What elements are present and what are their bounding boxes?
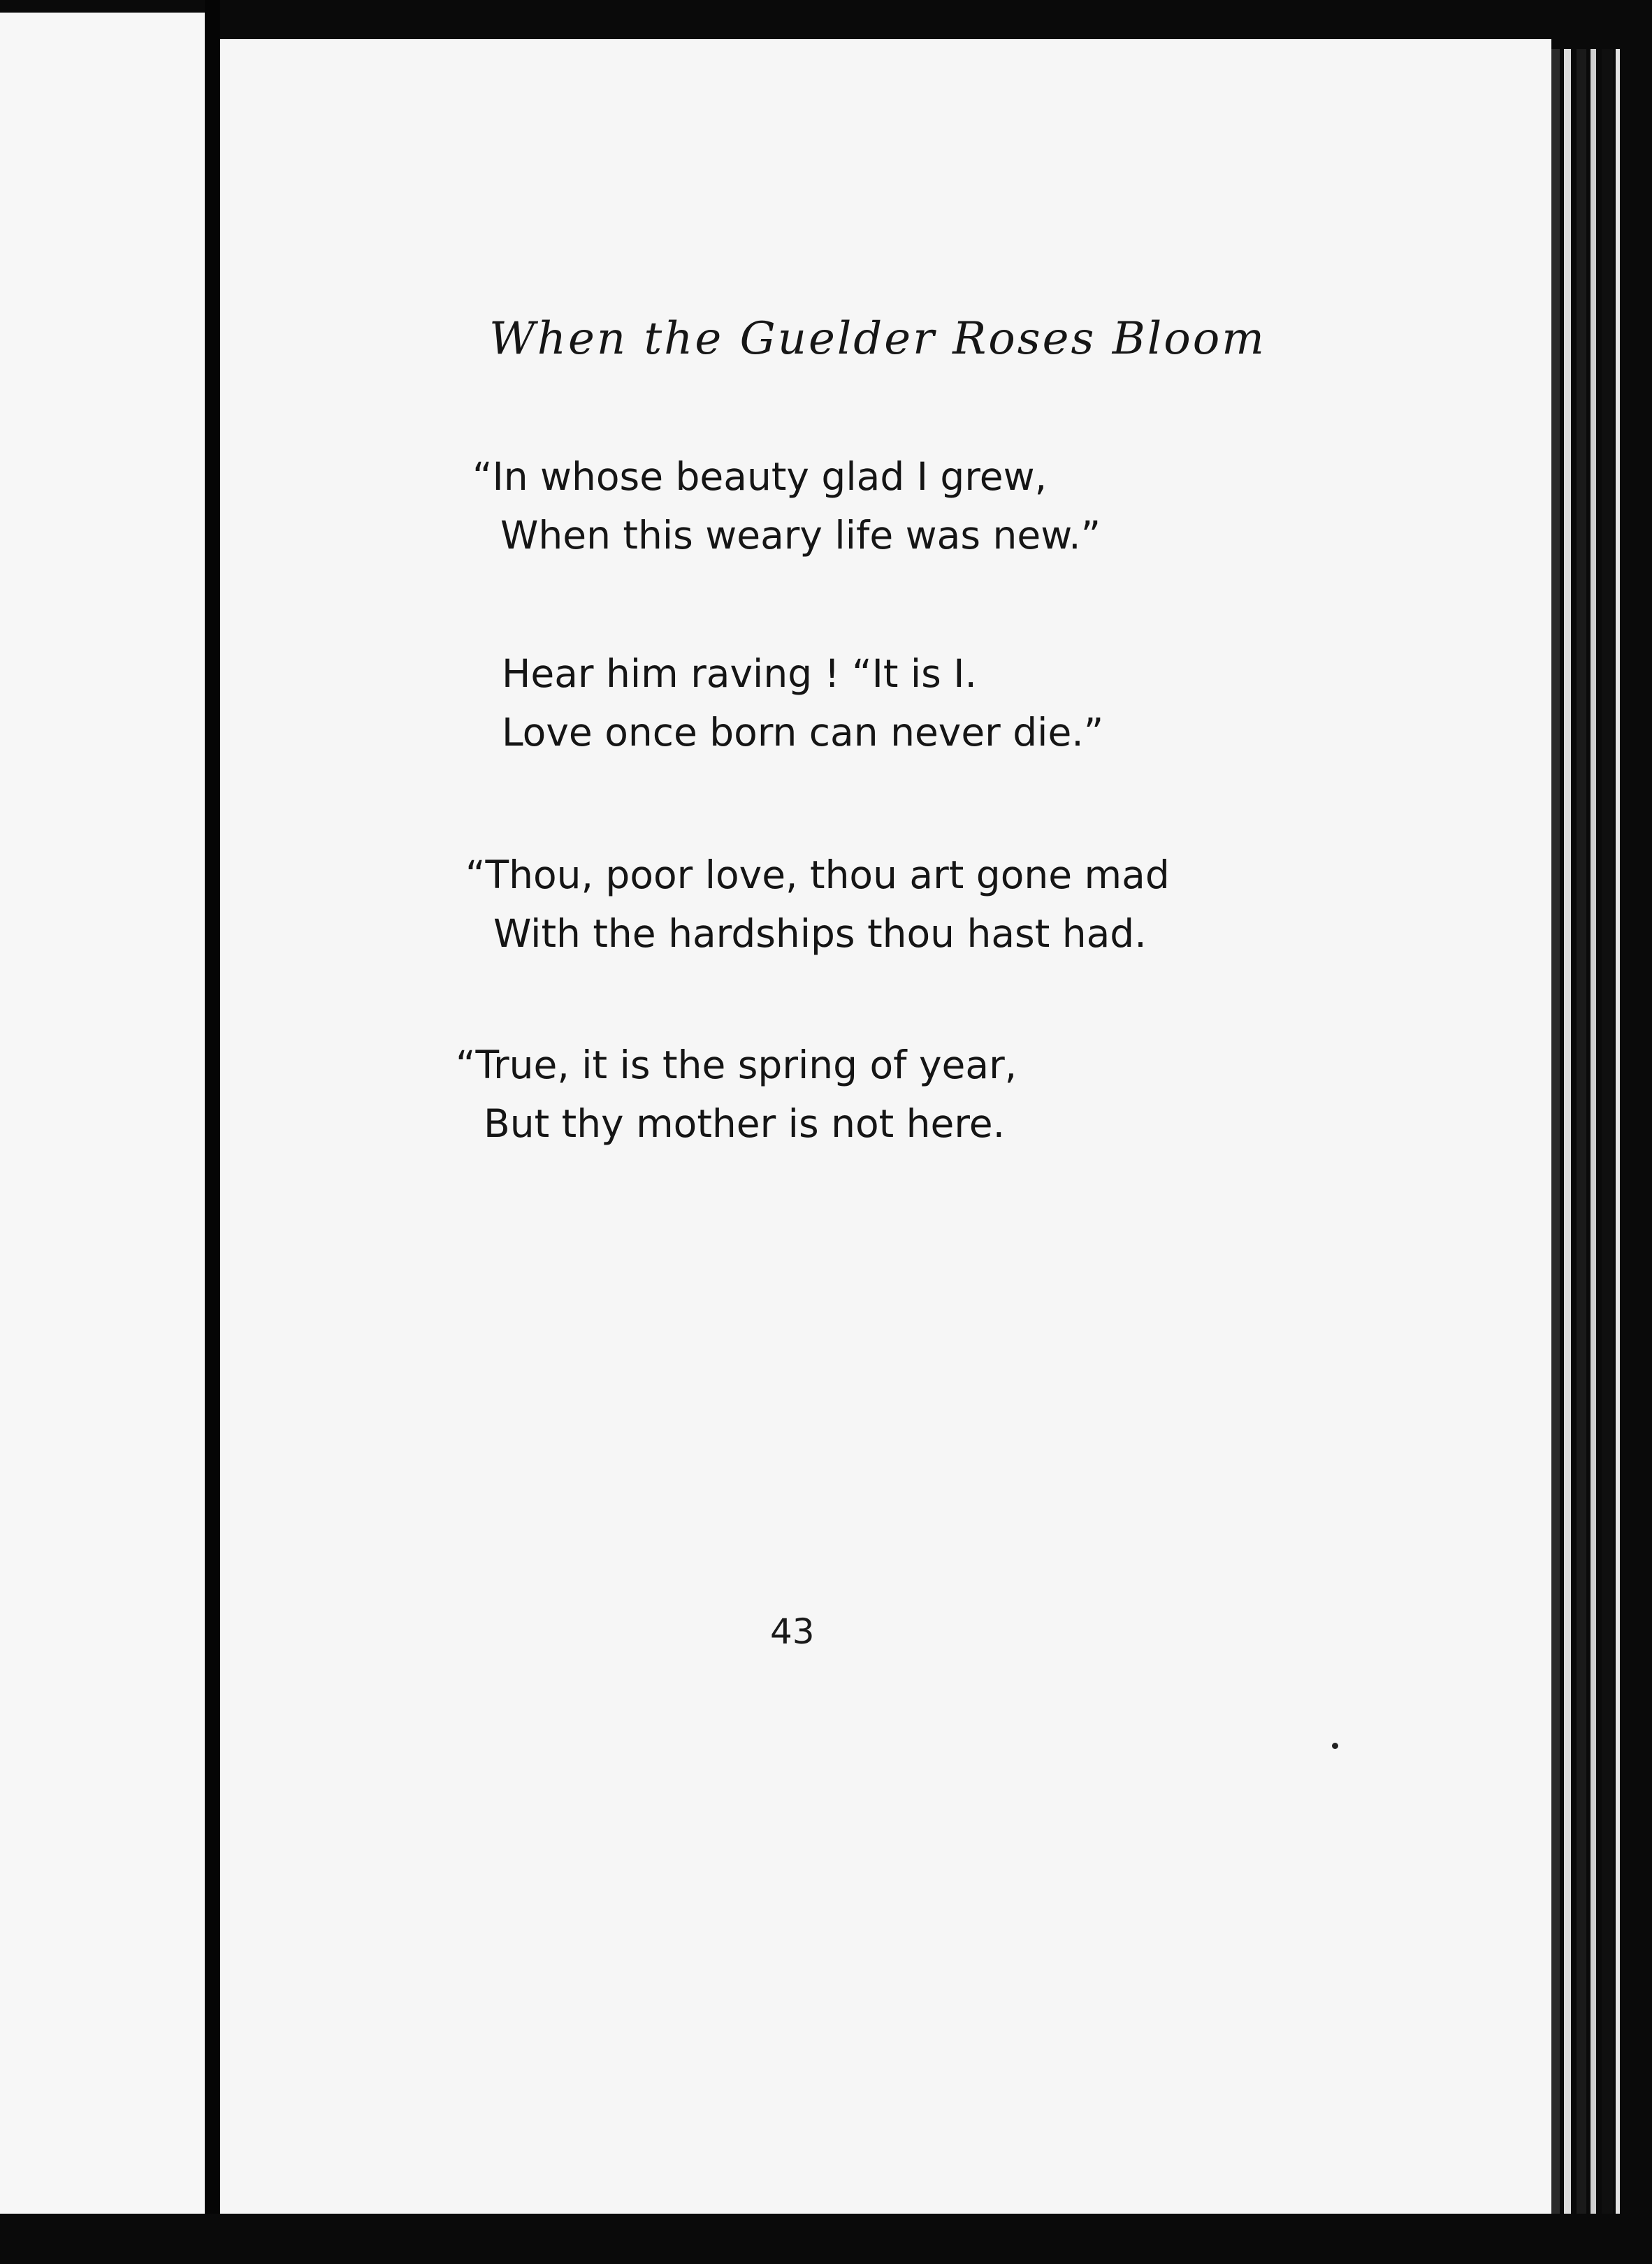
page-edge (1564, 49, 1571, 2215)
verse-line: Hear him raving ! “It is I. (502, 651, 978, 696)
page-edge (1616, 49, 1620, 2215)
page-edge (1577, 49, 1586, 2215)
book-gutter (205, 0, 220, 2264)
page-edge (1591, 49, 1596, 2215)
stanza (472, 447, 1101, 565)
running-head: When the Guelder Roses Bloom (489, 313, 1266, 365)
page-number: 43 (770, 1611, 815, 1652)
verse-line: When this weary life was new.” (500, 513, 1101, 558)
stanza (456, 1036, 1017, 1153)
verse-line: Love once born can never die.” (502, 710, 1104, 755)
verse-line: But thy mother is not here. (484, 1101, 1006, 1146)
page-edge (1602, 49, 1613, 2215)
page-edge (1551, 49, 1560, 2215)
verse-line: With the hardships thou hast had. (493, 911, 1147, 956)
bottom-shadow (0, 2214, 1652, 2264)
verse-line: “True, it is the spring of year, (456, 1043, 1017, 1087)
left-page (0, 13, 205, 2214)
stanza (465, 846, 1170, 963)
verse-line: “In whose beauty glad I grew, (472, 454, 1048, 499)
stanza (502, 644, 1103, 762)
verse-line: “Thou, poor love, thou art gone mad (465, 852, 1170, 897)
ink-speck (1332, 1743, 1338, 1749)
